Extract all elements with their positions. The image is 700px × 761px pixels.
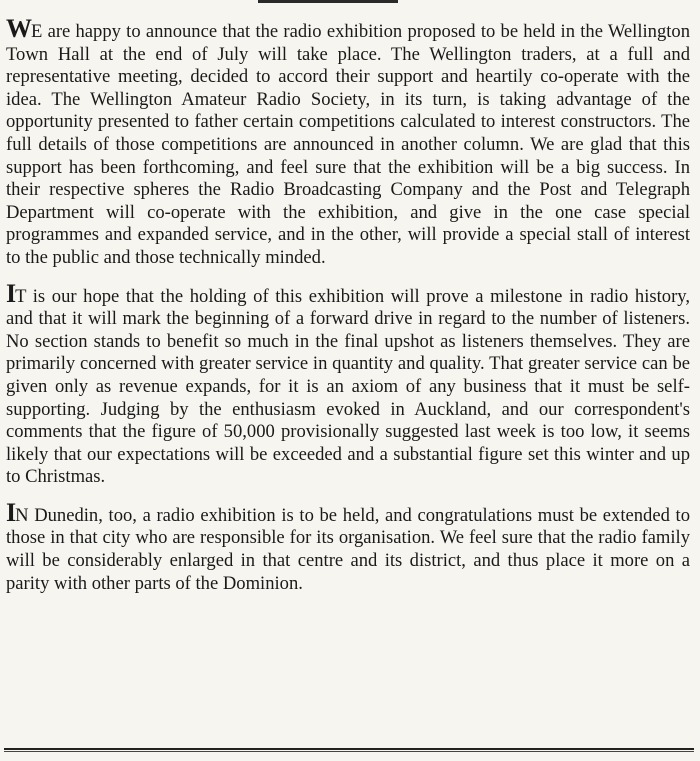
paragraph-1 [6, 14, 690, 270]
drop-cap-2: I [6, 278, 16, 308]
top-rule [258, 0, 398, 3]
paragraph-2 [6, 278, 690, 489]
bottom-rule [4, 748, 694, 752]
paragraph-2-text: T is our hope that the holding of this exhibition will prove a milestone in radio history, and that it will mark the beginning of a forward drive in regard to the number of listeners. No section stands to benefit so much in the final upshot as listeners themselves. They are primarily concerned with greater service in quantity and quality. That greater service can be given only as revenue expands, for it is an axiom of any business that it must be self-supporting. Judging by the enthusiasm evoked in Auckland, and our correspondent's comments that the figure of 50,000 provisionally suggested last week is too low, it seems likely that our expectations will be exceeded and a substantial figure set this winter and up to Christmas. [6, 285, 690, 488]
paragraph-1-text: E are happy to announce that the radio exhibition proposed to be held in the Wellington Town Hall at the end of July will take place. The Wellington traders, at a full and representative meeting, decided to accord their support and heartily co-operate with the idea. The Wellington Amateur Radio Society, in its turn, is taking advantage of the opportunity presented to father certain competitions calculated to interest constructors. The full details of those competitions are announced in another column. We are glad that this support has been forthcoming, and feel sure that the exhibition will be a big success. In their respective spheres the Radio Broadcasting Company and the Post and Telegraph Department will co-operate with the exhibition, and give in the one case special programmes and expanded service, and in the other, will provide a special stall of interest to the public and those technically minded. [6, 21, 690, 268]
article [6, 14, 690, 595]
drop-cap-1: W [6, 14, 31, 43]
paragraph-3-text: N Dunedin, too, a radio exhibition is to be held, and congratulations must be extended to those in that city who are responsible for its organisation. We feel sure that the radio family will be considerably enlarged in that centre and its district, and thus place it more on a parity with other parts of the Dominion. [6, 504, 690, 594]
paragraph-3 [6, 497, 690, 595]
drop-cap-3: I [6, 497, 16, 527]
